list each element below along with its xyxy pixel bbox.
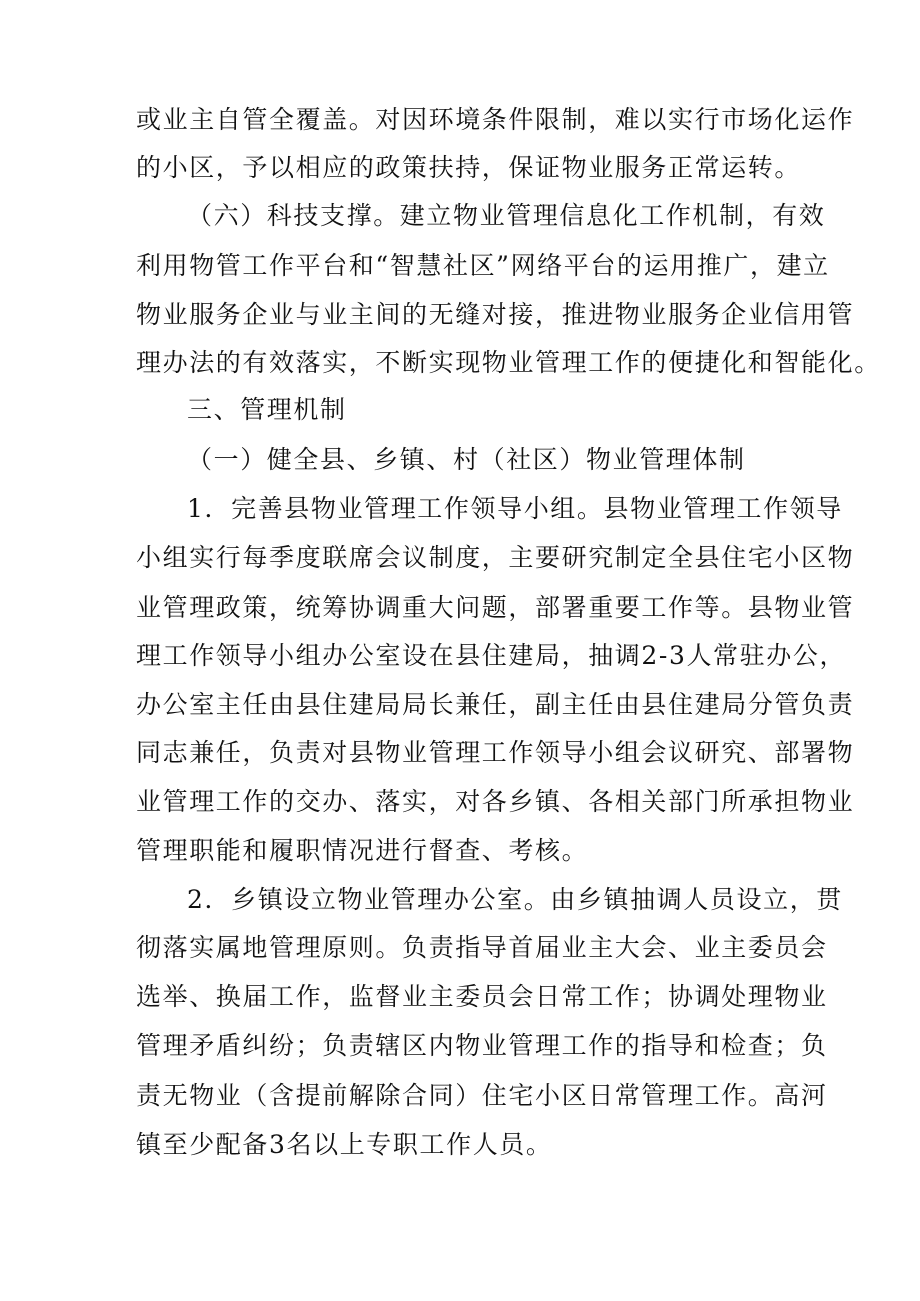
paragraph-line-10: 小组实行每季度联席会议制度，主要研究制定全县住宅小区物 — [136, 543, 855, 572]
paragraph-line-6: 理办法的有效落实，不断实现物业管理工作的便捷化和智能化。 — [136, 348, 881, 377]
paragraph-line-14: 同志兼任，负责对县物业管理工作领导小组会议研究、部署物 — [136, 738, 855, 767]
paragraph-line-16: 管理职能和履职情况进行督查、考核。 — [136, 836, 589, 865]
paragraph-line-19: 选举、换届工作，监督业主委员会日常工作；协调处理物业 — [136, 982, 828, 1011]
paragraph-line-9: 1．完善县物业管理工作领导小组。县物业管理工作领导 — [187, 494, 843, 523]
paragraph-line-3: （六）科技支撑。建立物业管理信息化工作机制，有效 — [187, 201, 826, 230]
paragraph-line-1: 或业主自管全覆盖。对因环境条件限制，难以实行市场化运作 — [136, 105, 855, 134]
paragraph-line-13: 办公室主任由县住建局局长兼任，副主任由县住建局分管负责 — [136, 690, 855, 719]
paragraph-line-11: 业管理政策，统筹协调重大问题，部署重要工作等。县物业管 — [136, 593, 855, 622]
paragraph-line-20: 管理矛盾纠纷；负责辖区内物业管理工作的指导和检查；负 — [136, 1031, 828, 1060]
paragraph-line-17: 2．乡镇设立物业管理办公室。由乡镇抽调人员设立，贯 — [187, 885, 843, 914]
paragraph-line-21: 责无物业（含提前解除合同）住宅小区日常管理工作。高河 — [136, 1081, 828, 1110]
paragraph-line-22: 镇至少配备3名以上专职工作人员。 — [136, 1130, 553, 1159]
section-heading-management-mechanism: 三、管理机制 — [187, 395, 347, 424]
paragraph-line-2: 的小区，予以相应的政策扶持，保证物业服务正常运转。 — [136, 153, 802, 182]
paragraph-line-4: 利用物管工作平台和“智慧社区”网络平台的运用推广，建立 — [136, 251, 830, 280]
paragraph-line-5: 物业服务企业与业主间的无缝对接，推进物业服务企业信用管 — [136, 300, 855, 329]
paragraph-line-18: 彻落实属地管理原则。负责指导首届业主大会、业主委员会 — [136, 933, 828, 962]
paragraph-line-15: 业管理工作的交办、落实，对各乡镇、各相关部门所承担物业 — [136, 787, 855, 816]
paragraph-line-12: 理工作领导小组办公室设在县住建局，抽调2-3人常驻办公， — [136, 641, 847, 670]
subsection-heading-county-town-village-system: （一）健全县、乡镇、村（社区）物业管理体制 — [187, 445, 746, 474]
